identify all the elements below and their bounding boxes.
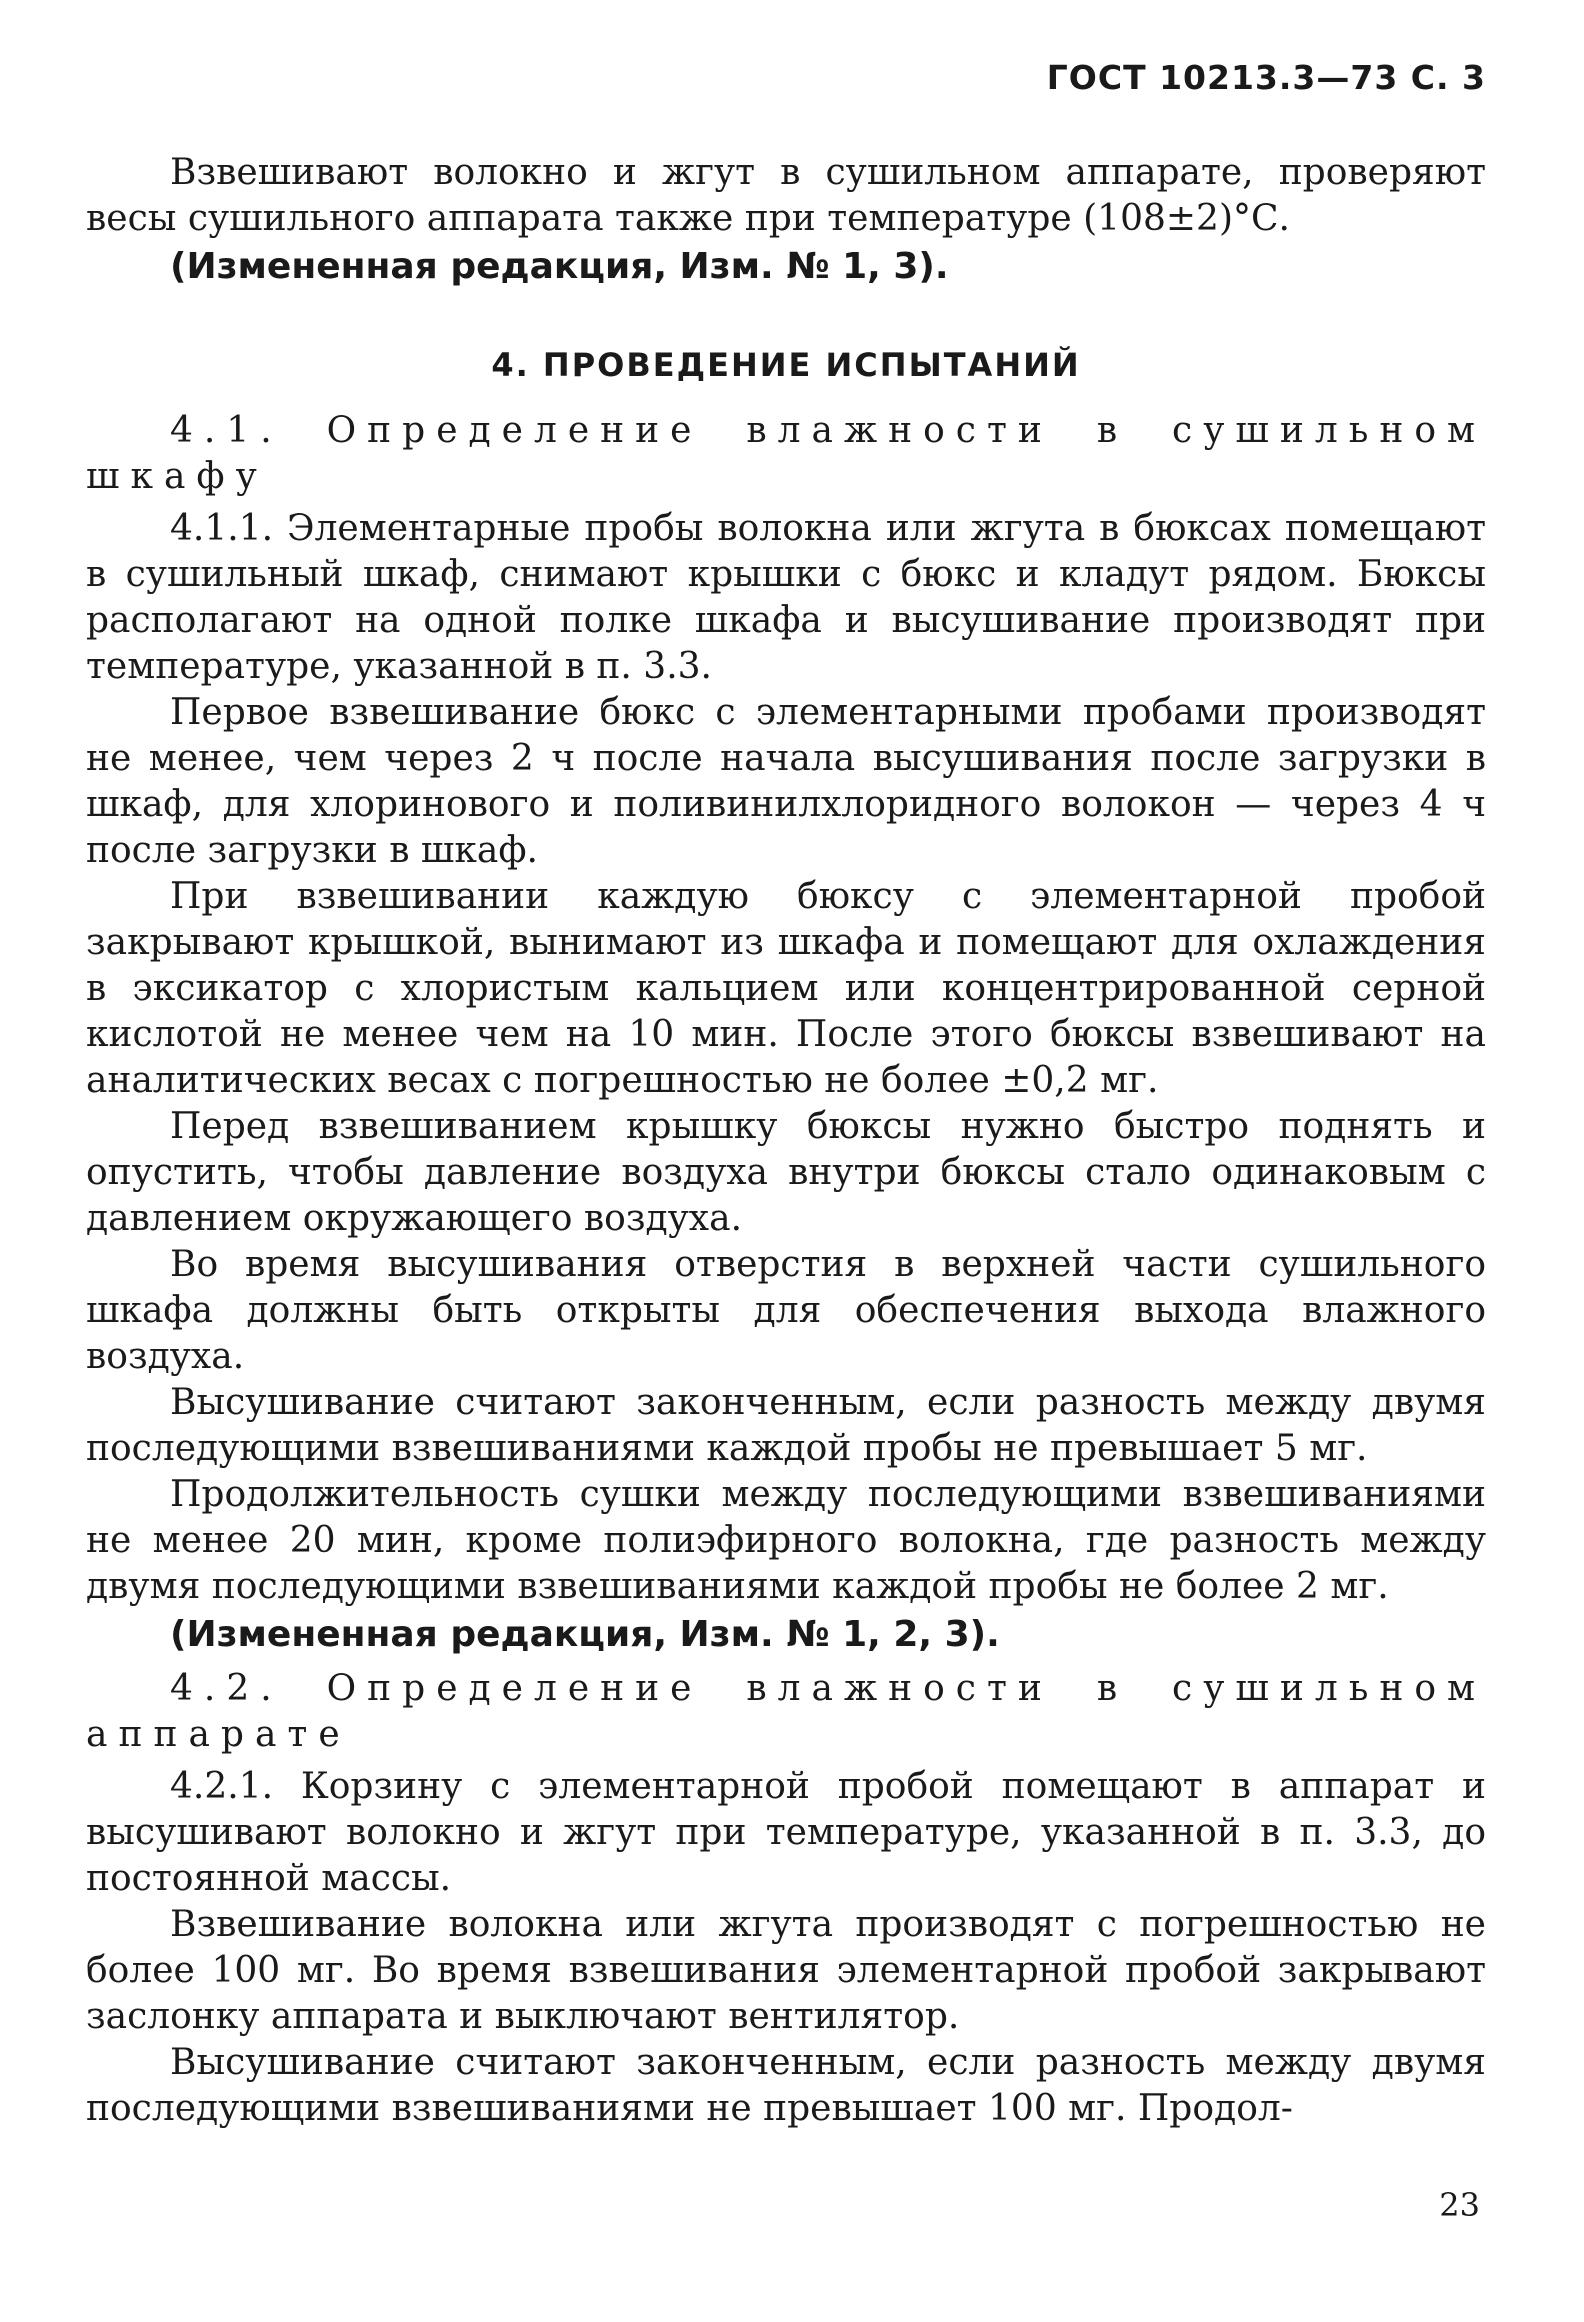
section-title: 4. ПРОВЕДЕНИЕ ИСПЫТАНИЙ xyxy=(491,346,1081,384)
page-body xyxy=(86,150,1486,2132)
subsection-title: 4.1. Определение влажности в сушильном шкафу xyxy=(86,410,1486,497)
amendment-note: (Измененная редакция, Изм. № 1, 3). xyxy=(170,246,949,287)
paragraph: Взвешивание волокна или жгута производят с погрешностью не более 100 мг. Во время взвешивания элементарной пробой закрывают заслонку аппарата и выключают вентилятор. xyxy=(86,1904,1486,2037)
page-number: 23 xyxy=(1439,2186,1480,2224)
intro-paragraph: Взвешивают волокно и жгут в сушильном аппарате, проверяют весы сушильного аппарата также при температуре (108±2)°С. xyxy=(86,152,1486,239)
paragraph: Первое взвешивание бюкс с элементарными пробами производят не менее, чем через 2 ч после начала высушивания после загрузки в шкаф, для хлоринового и поливинилхлоридного волокон — через 4 ч после загрузки в шкаф. xyxy=(86,692,1486,871)
paragraph: 4.2.1. Корзину с элементарной пробой помещают в аппарат и высушивают волокно и жгут при температуре, указанной в п. 3.3, до постоянной массы. xyxy=(86,1766,1486,1899)
running-header: ГОСТ 10213.3—73 С. 3 xyxy=(1046,58,1486,97)
subsection-title: 4.2. Определение влажности в сушильном аппарате xyxy=(86,1668,1486,1755)
paragraph: Высушивание считают законченным, если разность между двумя последующими взвешиваниями не превышает 100 мг. Продол- xyxy=(86,2042,1486,2129)
paragraph: Во время высушивания отверстия в верхней части сушильного шкафа должны быть открыты для обеспечения выхода влажного воздуха. xyxy=(86,1244,1486,1377)
paragraph: При взвешивании каждую бюксу с элементарной пробой закрывают крышкой, вынимают из шкафа и помещают для охлаждения в эксикатор с хлористым кальцием или концентрированной серной кислотой не менее чем на 10 мин. После этого бюксы взвешивают на аналитических весах с погрешностью не более ±0,2 мг. xyxy=(86,876,1486,1101)
amendment-note: (Измененная редакция, Изм. № 1, 2, 3). xyxy=(170,1614,1000,1655)
paragraph: Высушивание считают законченным, если разность между двумя последующими взвешиваниями каждой пробы не превышает 5 мг. xyxy=(86,1382,1486,1469)
paragraph: Продолжительность сушки между последующими взвешиваниями не менее 20 мин, кроме полиэфирного волокна, где разность между двумя последующими взвешиваниями каждой пробы не более 2 мг. xyxy=(86,1474,1486,1607)
paragraph: 4.1.1. Элементарные пробы волокна или жгута в бюксах помещают в сушильный шкаф, снимают крышки с бюкс и кладут рядом. Бюксы располагают на одной полке шкафа и высушивание производят при температуре, указанной в п. 3.3. xyxy=(86,508,1486,687)
paragraph: Перед взвешиванием крышку бюксы нужно быстро поднять и опустить, чтобы давление воздуха внутри бюксы стало одинаковым с давлением окружающего воздуха. xyxy=(86,1106,1486,1239)
